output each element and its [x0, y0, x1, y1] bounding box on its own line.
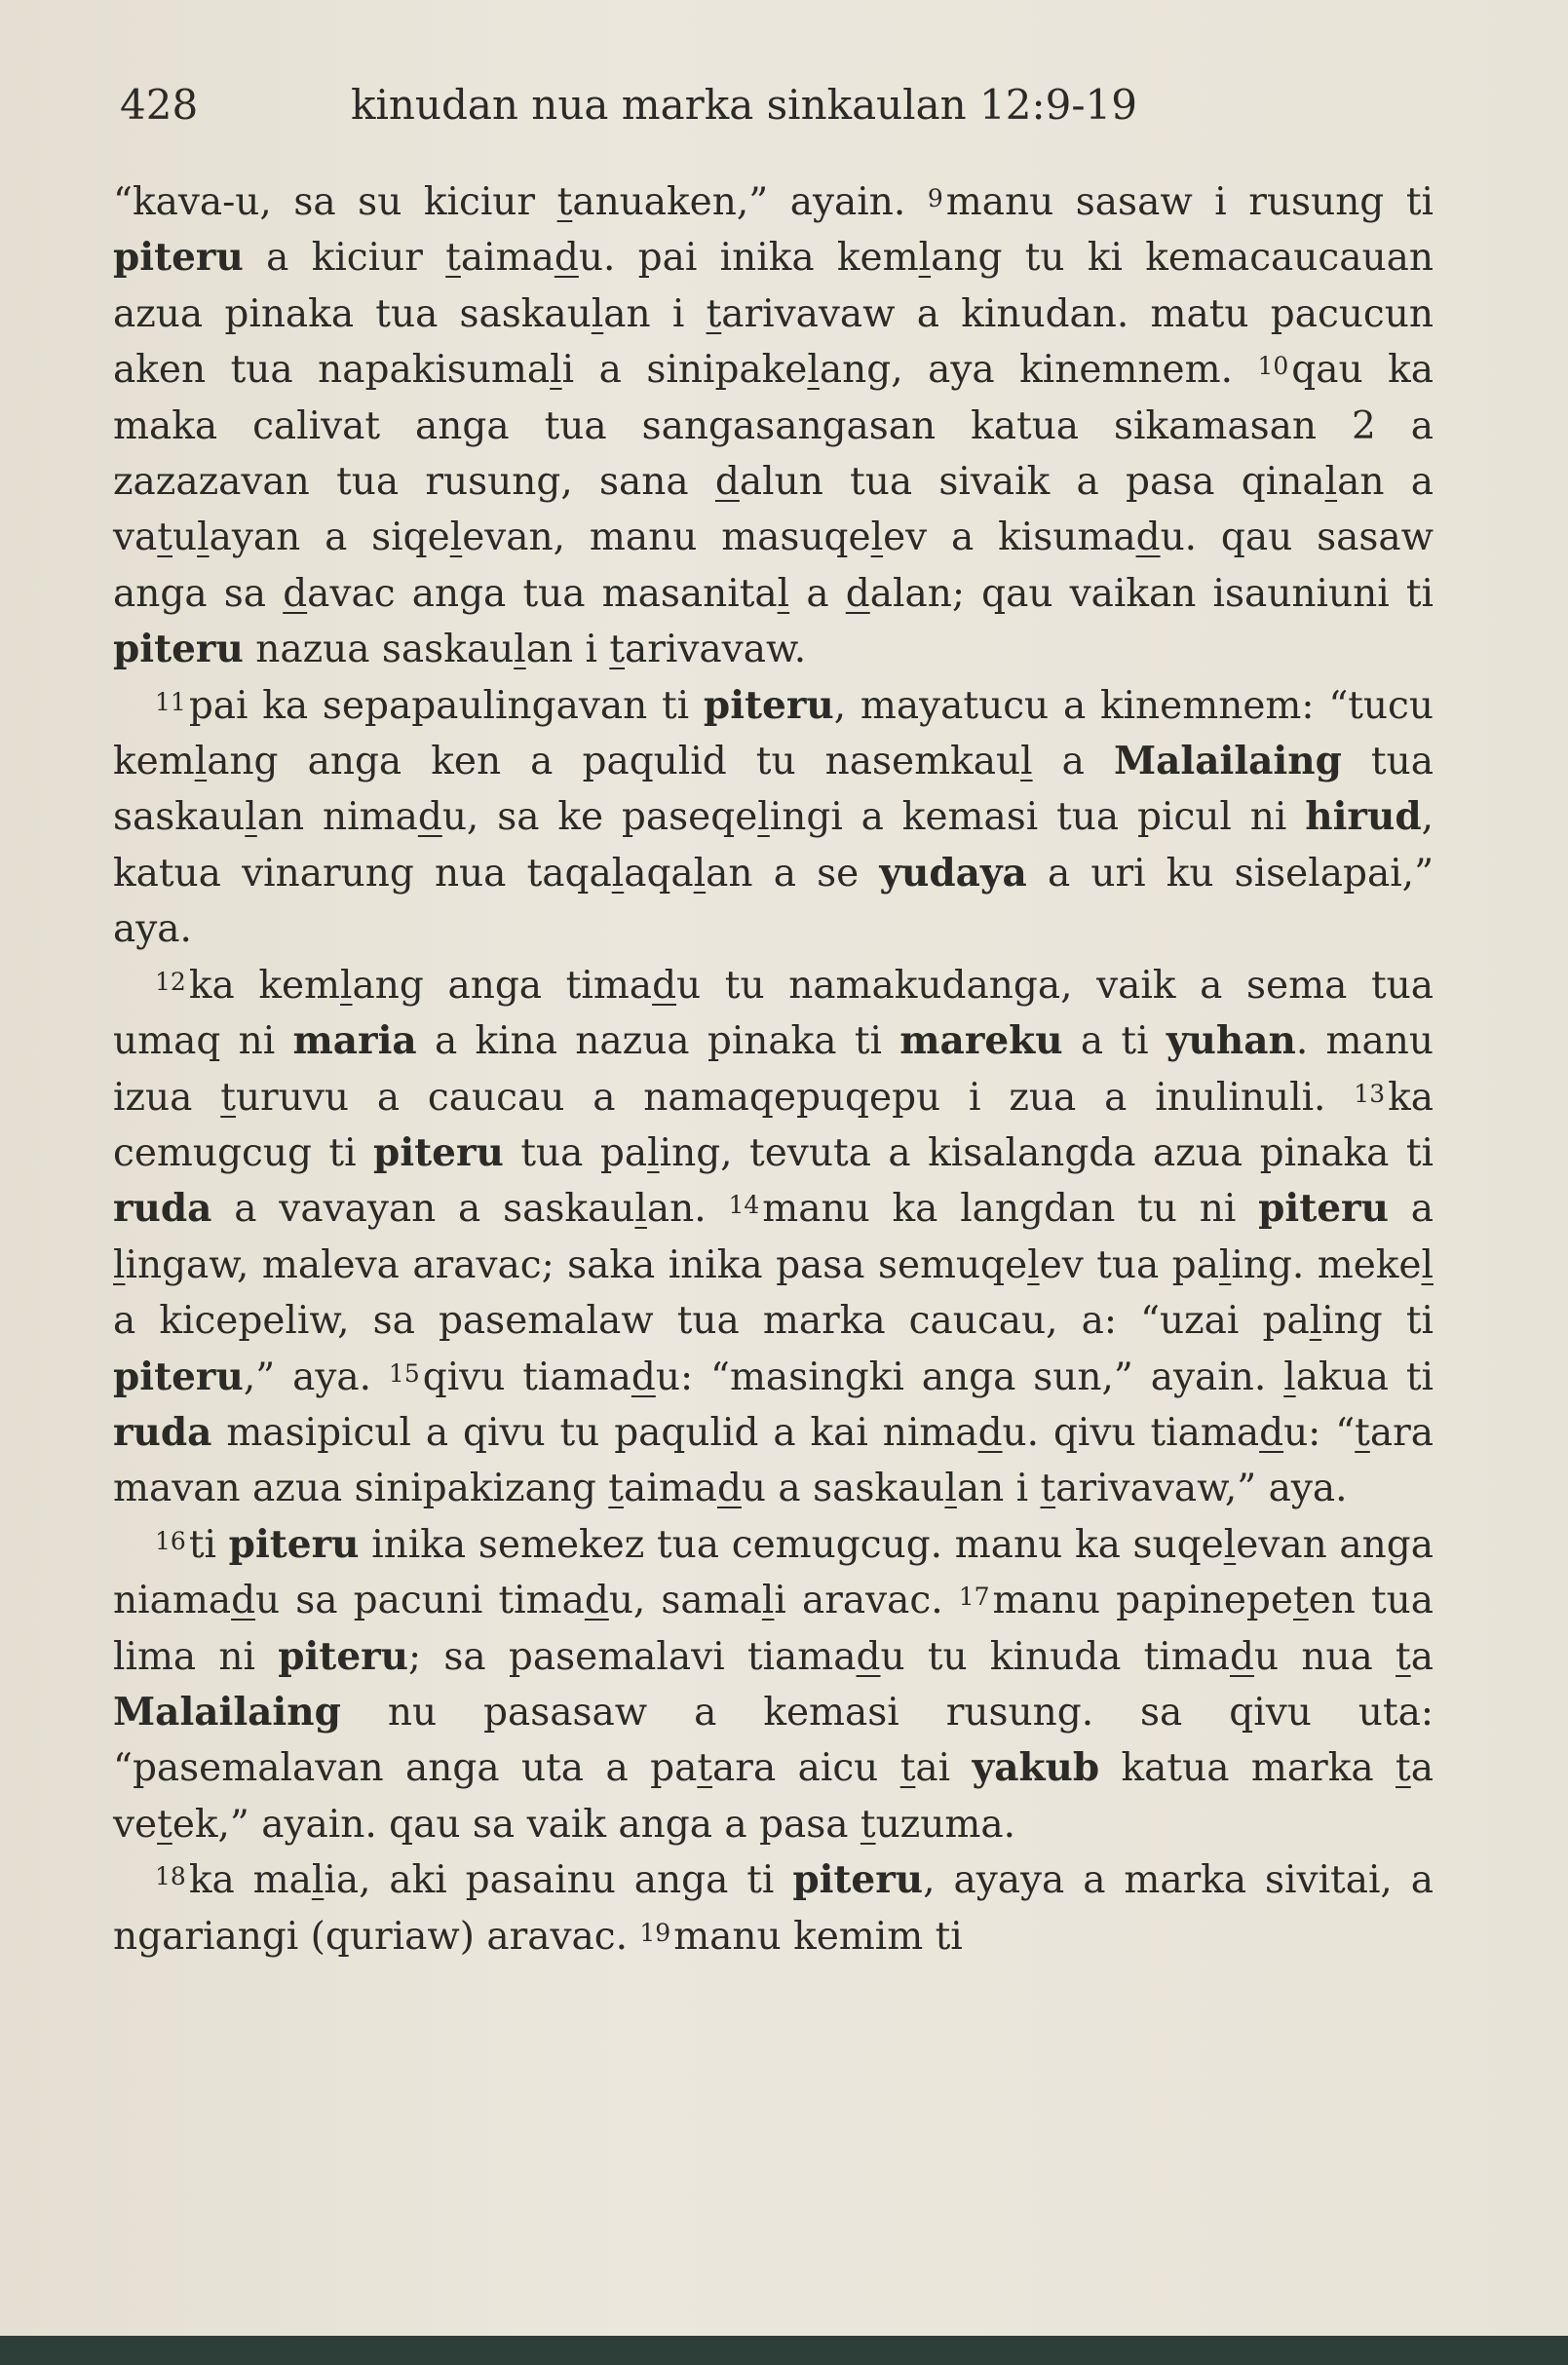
text-run: ek,” ayain. qau sa vaik anga a pasa — [172, 1802, 860, 1847]
underlined-letter: l — [550, 348, 562, 393]
underlined-letter: d — [584, 1579, 609, 1623]
underlined-letter: l — [1283, 1354, 1296, 1399]
text-run: ing. meke — [1231, 1242, 1422, 1287]
text-run: en tua lima ni — [113, 1579, 1434, 1679]
text-run: an i — [603, 291, 707, 336]
underlined-letter: l — [340, 963, 353, 1008]
text-run: a — [789, 571, 846, 616]
text-run: u. qau sasaw anga sa — [113, 515, 1434, 616]
underlined-letter: l — [1020, 740, 1033, 784]
text-run: aqa — [624, 851, 694, 896]
name-piteru: piteru — [373, 1129, 504, 1175]
underlined-letter: d — [714, 460, 740, 505]
verse-number: 13 — [1354, 1079, 1386, 1108]
underlined-letter: l — [777, 571, 790, 616]
text-run: a kiciur — [243, 236, 446, 281]
underlined-letter: l — [194, 740, 208, 784]
name-piteru: piteru — [113, 627, 244, 672]
verse-number: 9 — [927, 184, 943, 212]
text-run: an a se — [706, 851, 880, 896]
scripture-text — [113, 174, 1434, 1964]
text-run: uruvu a caucau a namaqepuqepu i zua a inulinuli. — [235, 1075, 1355, 1120]
page-bottom-edge — [0, 2336, 1568, 2365]
underlined-letter: t — [157, 515, 172, 560]
text-run: ara aicu — [712, 1746, 900, 1791]
text-run: qivu tiama — [422, 1354, 631, 1399]
underlined-letter: l — [113, 1242, 126, 1287]
verse-number: 18 — [155, 1862, 186, 1891]
underlined-letter: t — [1292, 1579, 1309, 1623]
text-run: a — [1388, 1187, 1434, 1232]
underlined-letter: l — [761, 1579, 775, 1623]
underlined-letter: d — [652, 963, 677, 1008]
text-run: an i — [956, 1467, 1041, 1511]
name-malailaing: Malailaing — [1113, 739, 1342, 784]
underlined-letter: l — [1218, 1242, 1232, 1287]
underlined-letter: l — [1223, 1522, 1237, 1567]
underlined-letter: d — [1230, 1634, 1254, 1679]
text-run: a — [1410, 1634, 1434, 1679]
underlined-letter: d — [631, 1354, 656, 1399]
text-run: u tu namakudanga, vaik a sema tua umaq ni — [113, 963, 1434, 1064]
text-run: u. qivu tiama — [1002, 1410, 1260, 1455]
underlined-letter: l — [1324, 460, 1338, 505]
underlined-letter: l — [693, 851, 707, 896]
text-run: nu pasasaw a kemasi rusung. sa qivu uta: “pasemalavan anga uta a pa — [113, 1690, 1434, 1791]
text-run: ,” aya. — [243, 1354, 389, 1399]
name-yakub: yakub — [972, 1745, 1100, 1791]
underlined-letter: l — [870, 515, 884, 560]
text-run: u nua — [1253, 1634, 1396, 1679]
underlined-letter: d — [856, 1634, 881, 1679]
page-number: 428 — [120, 81, 199, 129]
verse-number: 17 — [958, 1583, 990, 1612]
text-run: an. — [646, 1187, 729, 1232]
underlined-letter: t — [1396, 1746, 1411, 1791]
underlined-letter: t — [706, 291, 722, 336]
name-maria: maria — [292, 1018, 417, 1064]
underlined-letter: d — [1259, 1410, 1284, 1455]
paragraph-1 — [113, 174, 1434, 678]
underlined-letter: l — [1421, 1242, 1434, 1287]
underlined-letter: l — [647, 1130, 660, 1175]
text-run: alun tua sivaik a pasa qina — [739, 460, 1325, 505]
text-run: tua pa — [503, 1130, 648, 1175]
running-title: kinudan nua marka sinkaulan 12:9-19 — [351, 81, 1137, 129]
underlined-letter: t — [445, 236, 461, 281]
text-run: pai ka sepapaulingavan ti — [188, 683, 704, 728]
underlined-letter: d — [231, 1579, 256, 1623]
underlined-letter: l — [197, 515, 210, 560]
text-run: ang, aya kinemnem. — [819, 348, 1258, 393]
text-run: a — [1032, 740, 1114, 784]
underlined-letter: l — [944, 1467, 957, 1511]
text-run: u: “masingki anga sun,” ayain. — [655, 1354, 1284, 1399]
text-run: . manu izua — [113, 1019, 1434, 1120]
underlined-letter: d — [716, 1467, 742, 1511]
underlined-letter: l — [611, 851, 625, 896]
name-piteru: piteru — [278, 1633, 409, 1679]
name-piteru: piteru — [228, 1521, 360, 1567]
text-run: ka cemugcug ti — [113, 1075, 1434, 1175]
underlined-letter: d — [1135, 515, 1161, 560]
text-run: a ti — [1062, 1019, 1166, 1064]
text-run: ev tua pa — [1039, 1242, 1219, 1287]
underlined-letter: d — [283, 571, 308, 616]
text-run: ingi a kemasi tua picul ni — [769, 795, 1306, 840]
text-run: arivavaw. — [625, 628, 807, 672]
text-run: i a sinipake — [561, 348, 808, 393]
text-run: u. pai inika kem — [578, 236, 919, 281]
name-yudaya: yudaya — [879, 850, 1027, 896]
paragraph-5 — [113, 1852, 1434, 1964]
text-run: ing, tevuta a kisalangda azua pinaka ti — [659, 1130, 1434, 1175]
underlined-letter: t — [608, 1467, 624, 1511]
verse-number: 19 — [639, 1918, 671, 1947]
text-run: evan, manu masuqe — [462, 515, 871, 560]
underlined-letter: t — [697, 1746, 713, 1791]
underlined-letter: t — [157, 1802, 172, 1847]
text-run: “kava-u, sa su kiciur — [113, 180, 557, 224]
text-run: anuaken,” ayain. — [572, 180, 928, 224]
text-run: masipicul a qivu tu paqulid a kai nima — [211, 1410, 978, 1455]
text-run: aima — [623, 1467, 717, 1511]
text-run: , mayatucu a kinemnem: “tucu kem — [113, 683, 1434, 784]
underlined-letter: l — [634, 1187, 647, 1232]
text-run: ti — [188, 1522, 229, 1567]
text-run: ara mavan azua sinipakizang — [113, 1410, 1434, 1511]
text-run: u — [172, 515, 198, 560]
underlined-letter: l — [245, 795, 257, 840]
name-mareku: mareku — [899, 1018, 1063, 1064]
name-ruda: ruda — [113, 1409, 212, 1455]
text-run: u tu kinuda tima — [880, 1634, 1231, 1679]
underlined-letter: l — [449, 515, 463, 560]
name-hirud: hirud — [1305, 794, 1422, 840]
text-run: ka ma — [188, 1858, 312, 1903]
underlined-letter: l — [757, 795, 770, 840]
text-run: ang tu ki kemacaucauan azua pinaka tua saskau — [113, 236, 1434, 336]
text-run: u, sa ke paseqe — [441, 795, 758, 840]
paragraph-4 — [113, 1517, 1434, 1852]
text-run: ev a kisuma — [883, 515, 1136, 560]
text-run: u sa pacuni tima — [255, 1579, 585, 1623]
text-run: alan; qau vaikan isauniuni ti — [869, 571, 1434, 616]
text-run: a ve — [113, 1746, 1434, 1847]
underlined-letter: t — [860, 1802, 876, 1847]
text-run: akua ti — [1295, 1354, 1434, 1399]
name-yuhan: yuhan — [1166, 1018, 1296, 1064]
text-run: avac anga tua masanita — [307, 571, 778, 616]
verse-number: 10 — [1257, 352, 1289, 381]
page-header — [120, 66, 1422, 144]
text-run: an a va — [113, 460, 1434, 560]
verse-number: 12 — [155, 967, 186, 996]
text-run: ayan a siqe — [209, 515, 450, 560]
text-run: a uri ku siselapai,” aya. — [113, 851, 1434, 952]
text-run: ing ti — [1321, 1299, 1434, 1344]
underlined-letter: l — [311, 1858, 325, 1903]
underlined-letter: t — [609, 628, 626, 672]
text-run: manu ka langdan tu ni — [762, 1187, 1259, 1232]
name-piteru: piteru — [703, 682, 834, 728]
text-run: ingaw, maleva aravac; saka inika pasa semuqe — [125, 1242, 1028, 1287]
text-run: arivavaw,” aya. — [1055, 1467, 1348, 1511]
underlined-letter: l — [1309, 1299, 1322, 1344]
text-run: manu papinepe — [992, 1579, 1293, 1623]
text-run: ang anga tima — [352, 963, 653, 1008]
text-run: ang anga ken a paqulid tu nasemkau — [207, 740, 1021, 784]
underlined-letter: l — [1027, 1242, 1040, 1287]
name-piteru: piteru — [1258, 1186, 1389, 1232]
name-malailaing: Malailaing — [113, 1689, 341, 1735]
text-run: ; sa pasemalavi tiama — [408, 1634, 857, 1679]
text-run: an i — [525, 628, 610, 672]
text-run: , katua vinarung nua taqa — [113, 795, 1434, 896]
text-run: a kicepeliw, sa pasemalaw tua marka caucau, a: “uzai pa — [113, 1299, 1310, 1344]
text-run: , ayaya a marka sivitai, a ngariangi (quriaw) aravac. — [113, 1858, 1434, 1959]
text-run: manu sasaw i rusung ti — [945, 180, 1434, 224]
name-piteru: piteru — [113, 235, 244, 281]
text-run: u a saskau — [741, 1467, 945, 1511]
underlined-letter: t — [556, 180, 573, 224]
text-run: a vavayan a saskau — [211, 1187, 635, 1232]
text-run: ai — [915, 1746, 973, 1791]
underlined-letter: d — [554, 236, 579, 281]
name-piteru: piteru — [792, 1857, 924, 1903]
text-run: aima — [460, 236, 555, 281]
paragraph-2 — [113, 678, 1434, 958]
text-run: qau ka maka calivat anga tua sangasangasan katua sikamasan 2 a zazazavan tua rusung, sana — [113, 348, 1434, 505]
name-ruda: ruda — [113, 1186, 212, 1232]
text-run: nazua saskau — [243, 628, 515, 672]
text-run: i aravac. — [774, 1579, 959, 1623]
text-run: a kina nazua pinaka ti — [416, 1019, 900, 1064]
verse-number: 14 — [728, 1191, 760, 1220]
underlined-letter: l — [918, 236, 932, 281]
verse-number: 11 — [155, 687, 186, 716]
underlined-letter: t — [1355, 1410, 1370, 1455]
text-run: katua marka — [1099, 1746, 1396, 1791]
underlined-letter: t — [899, 1746, 916, 1791]
text-run: an nima — [256, 795, 418, 840]
underlined-letter: d — [977, 1410, 1003, 1455]
text-run: u, sama — [608, 1579, 762, 1623]
paragraph-3 — [113, 958, 1434, 1517]
text-run: arivavaw a kinudan. matu pacucun aken tua napakisuma — [113, 291, 1434, 393]
verse-number: 15 — [388, 1358, 420, 1388]
name-piteru: piteru — [113, 1354, 244, 1399]
underlined-letter: t — [1040, 1467, 1056, 1511]
text-run: u: “ — [1283, 1410, 1356, 1455]
text-run: ia, aki pasainu anga ti — [324, 1858, 793, 1903]
verse-number: 16 — [155, 1526, 186, 1555]
underlined-letter: l — [807, 348, 820, 393]
underlined-letter: d — [417, 795, 442, 840]
text-run: ka kem — [188, 963, 341, 1008]
text-run: evan anga niama — [113, 1522, 1434, 1623]
text-run: tua saskau — [113, 740, 1434, 840]
text-run: uzuma. — [875, 1802, 1015, 1847]
underlined-letter: l — [591, 291, 604, 336]
text-run: inika semekez tua cemugcug. manu ka suqe — [359, 1522, 1224, 1567]
text-run: manu kemim ti — [673, 1914, 963, 1959]
underlined-letter: d — [845, 571, 870, 616]
underlined-letter: l — [514, 628, 526, 672]
underlined-letter: t — [1396, 1634, 1411, 1679]
underlined-letter: t — [220, 1075, 236, 1120]
